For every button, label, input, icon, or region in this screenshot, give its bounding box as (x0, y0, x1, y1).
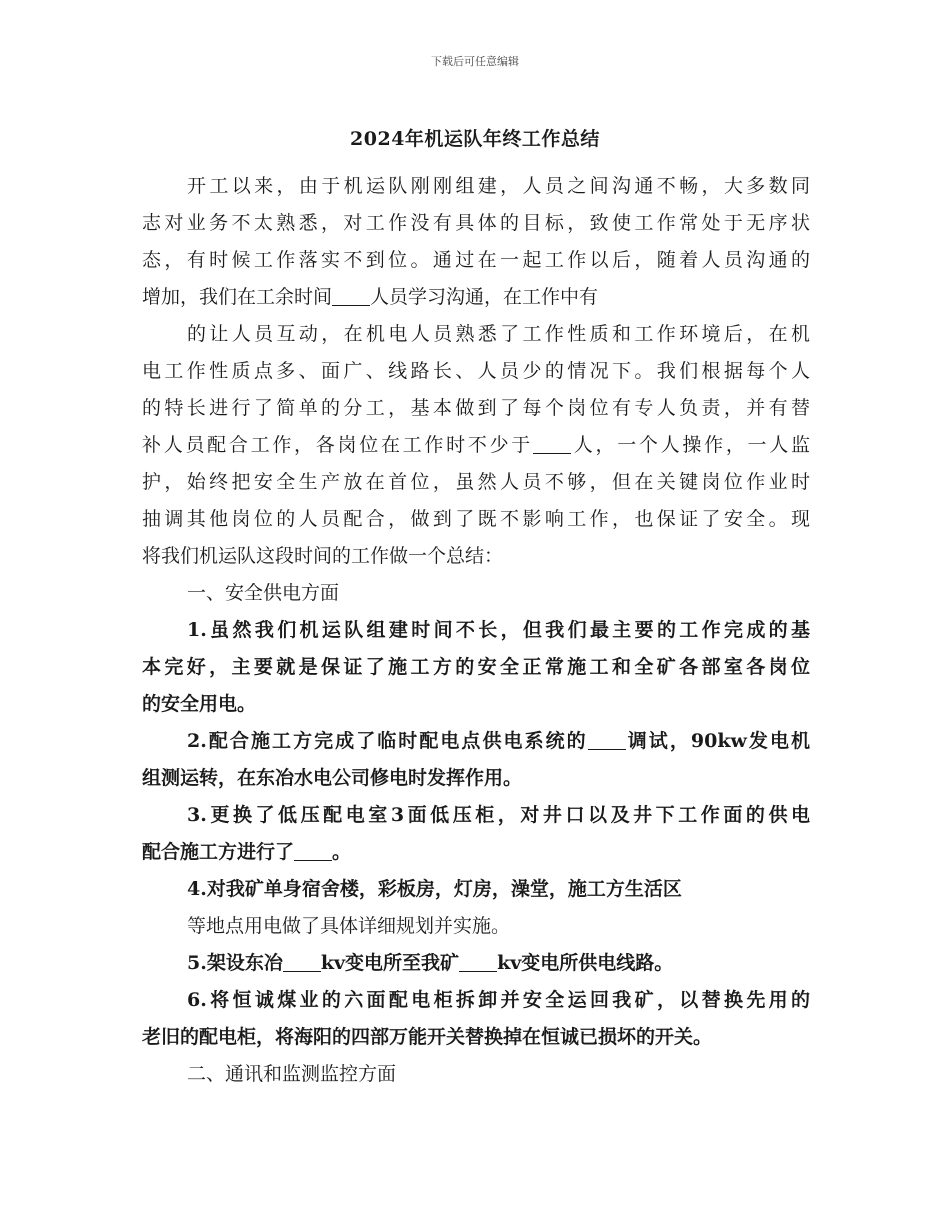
paragraph-line: 等地点用电做了具体详细规划并实施。 (187, 915, 511, 937)
fill-blank (459, 951, 497, 972)
paragraph-line: 的安全用电。 (142, 693, 257, 715)
text-segment: 补人员配合工作，各岗位在工作时不少于 (142, 434, 534, 456)
text-segment: kv变电所供电线路。 (497, 952, 674, 974)
paragraph-line: 的让人员互动，在机电人员熟悉了工作性质和工作环境后，在机 (187, 323, 810, 345)
text-segment: 人员学习沟通，在工作中有 (370, 286, 599, 308)
paragraph-line: 本完好，主要就是保证了施工方的安全正常施工和全矿各部室各岗位 (142, 656, 810, 678)
fill-blank (294, 840, 332, 861)
paragraph-line: 6.将恒诚煤业的六面配电柜拆卸并安全运回我矿，以替换先用的 (187, 989, 810, 1011)
text-segment: 增加，我们在工余时间 (142, 286, 333, 308)
paragraph-line: 将我们机运队这段时间的工作做一个总结： (142, 545, 504, 567)
text-segment: 配合施工方进行了 (142, 841, 295, 863)
section-heading: 一、安全供电方面 (187, 582, 340, 604)
paragraph-line: 4.对我矿单身宿舍楼，彩板房，灯房，澡堂，施工方生活区 (187, 878, 682, 900)
text-segment: 2.配合施工方完成了临时配电点供电系统的 (187, 730, 588, 752)
fill-blank (533, 433, 571, 454)
text-segment: 人，一个人操作，一人监 (571, 434, 810, 456)
paragraph-line: 抽调其他岗位的人员配合，做到了既不影响工作，也保证了安全。现 (142, 508, 810, 530)
paragraph-line: 的特长进行了简单的分工，基本做到了每个岗位有专人负责，并有替 (142, 397, 810, 419)
paragraph-line: 开工以来，由于机运队刚刚组建，人员之间沟通不畅，大多数同 (187, 175, 810, 197)
text-segment: 调试，90kw发电机 (625, 730, 810, 752)
paragraph-line: 老旧的配电柜，将海阳的四部万能开关替换掉在恒诚已损坏的开关。 (142, 1026, 713, 1048)
paragraph-line (142, 834, 810, 871)
fill-blank (283, 951, 321, 972)
paragraph-line (142, 723, 810, 760)
paragraph-line (142, 279, 810, 316)
fill-blank (588, 729, 626, 750)
paragraph-line: 志对业务不太熟悉，对工作没有具体的目标，致使工作常处于无序状 (142, 212, 810, 234)
text-segment: 5.架设东冶 (187, 952, 283, 974)
text-segment: 。 (332, 841, 352, 863)
document-body (142, 168, 810, 1093)
paragraph-line: 组测运转，在东冶水电公司修电时发挥作用。 (142, 767, 523, 789)
section-heading: 二、通讯和监测监控方面 (187, 1063, 397, 1085)
paragraph-line: 3.更换了低压配电室3面低压柜，对井口以及井下工作面的供电 (187, 804, 810, 826)
paragraph-line: 护，始终把安全生产放在首位，虽然人员不够，但在关键岗位作业时 (142, 471, 810, 493)
header-note: 下载后可任意编辑 (431, 55, 519, 68)
paragraph-line (142, 945, 810, 982)
page-title: 2024年机运队年终工作总结 (350, 128, 600, 150)
paragraph-line: 1.虽然我们机运队组建时间不长，但我们最主要的工作完成的基 (187, 619, 810, 641)
paragraph-line: 电工作性质点多、面广、线路长、人员少的情况下。我们根据每个人 (142, 360, 810, 382)
paragraph-line: 态，有时候工作落实不到位。通过在一起工作以后，随着人员沟通的 (142, 249, 810, 271)
paragraph-line (142, 427, 810, 464)
fill-blank (332, 285, 370, 306)
text-segment: kv变电所至我矿 (320, 952, 460, 974)
